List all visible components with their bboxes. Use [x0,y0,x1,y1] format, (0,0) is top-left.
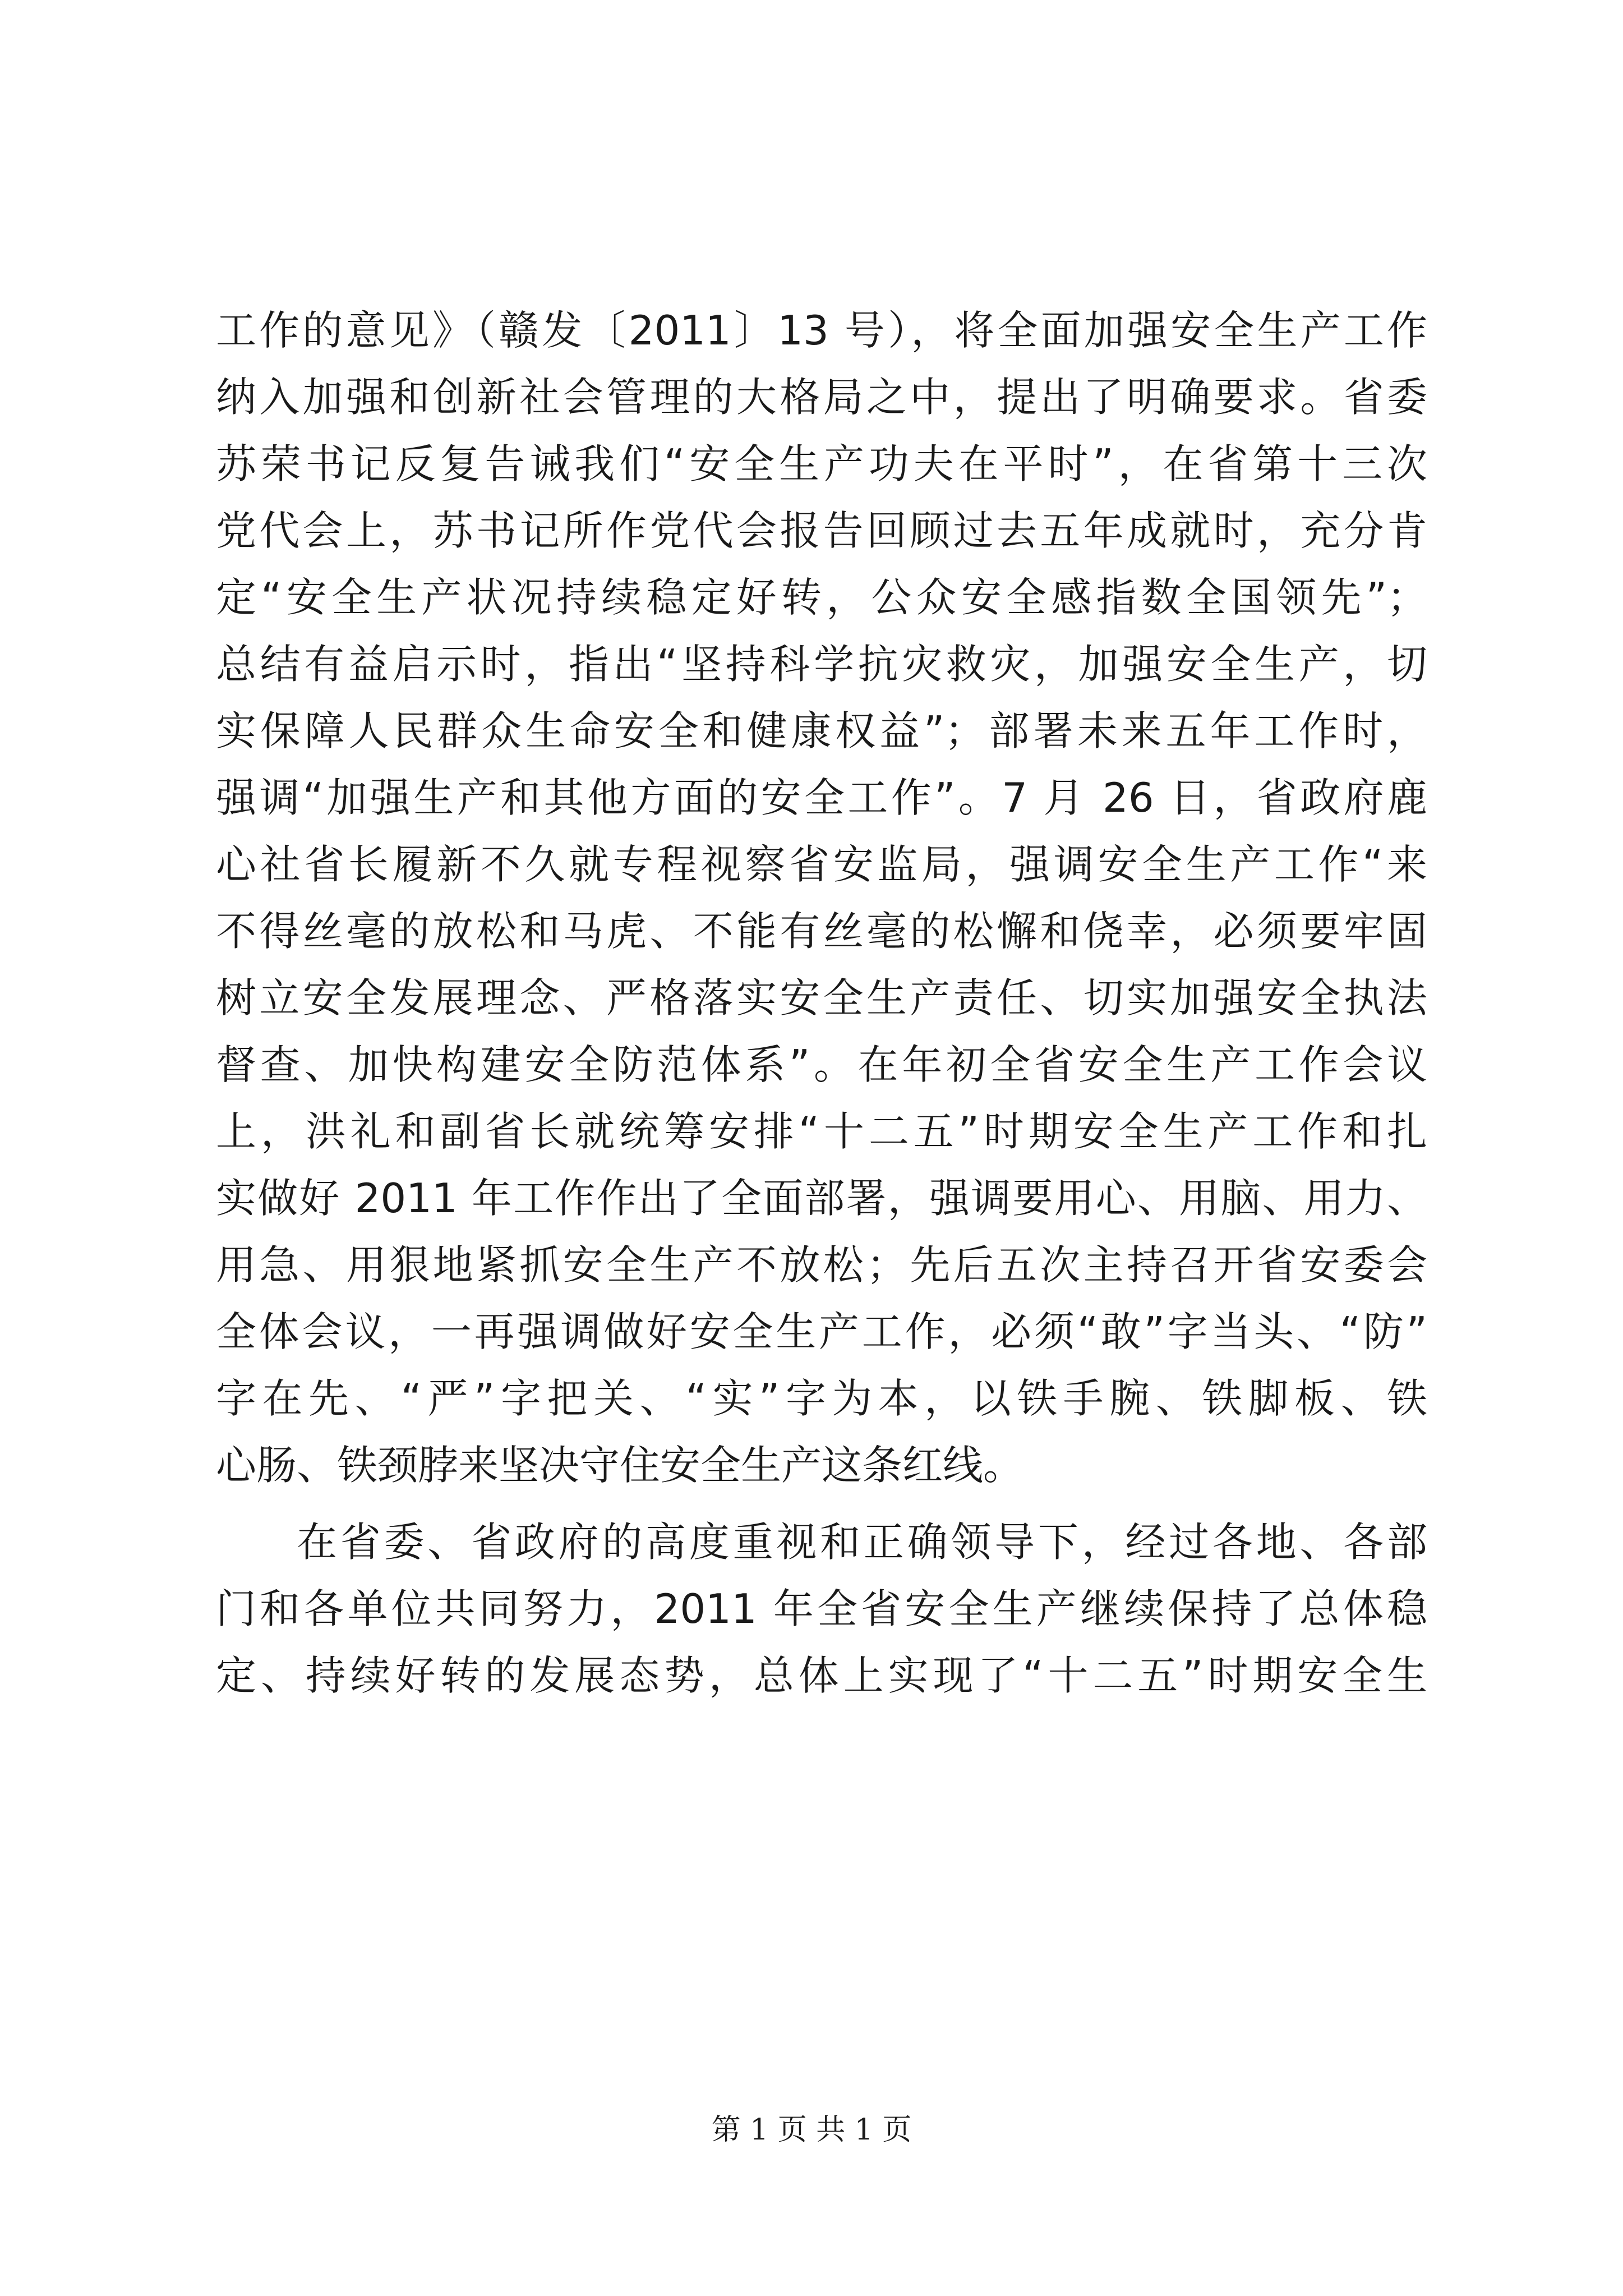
page-footer [0,2110,1623,2150]
paragraph-1 [216,297,1427,1499]
paragraph-2 [216,1509,1427,1709]
text-line: 字在先、“严”字把关、“实”字为本，以铁手腕、铁脚板、铁 [216,1375,1427,1422]
text-line: 工作的意见》（赣发〔2011〕13 号），将全面加强安全生产工作 [216,307,1427,354]
document-body [216,297,1427,1709]
text-line: 上，洪礼和副省长就统筹安排“十二五”时期安全生产工作和扎 [216,1108,1427,1155]
text-line: 全体会议，一再强调做好安全生产工作，必须“敢”字当头、“防” [216,1308,1427,1355]
text-line: 门和各单位共同努力，2011 年全省安全生产继续保持了总体稳 [216,1585,1427,1632]
text-line: 党代会上，苏书记所作党代会报告回顾过去五年成就时，充分肯 [216,507,1427,554]
page-number-label: 第 1 页 共 1 页 [711,2113,912,2147]
text-line: 督查、加快构建安全防范体系”。在年初全省安全生产工作会议 [216,1041,1427,1088]
text-line: 不得丝毫的放松和马虎、不能有丝毫的松懈和侥幸，必须要牢固 [216,908,1427,955]
text-line: 强调“加强生产和其他方面的安全工作”。7 月 26 日，省政府鹿 [216,774,1427,821]
text-line: 实保障人民群众生命安全和健康权益”；部署未来五年工作时， [216,707,1427,754]
text-line: 树立安全发展理念、严格落实安全生产责任、切实加强安全执法 [216,974,1427,1022]
text-line: 定、持续好转的发展态势，总体上实现了“十二五”时期安全生 [216,1652,1427,1699]
text-line: 心社省长履新不久就专程视察省安监局，强调安全生产工作“来 [216,841,1427,888]
text-line: 定“安全生产状况持续稳定好转，公众安全感指数全国领先”； [216,574,1427,621]
text-line: 实做好 2011 年工作作出了全面部署，强调要用心、用脑、用力、 [216,1175,1427,1222]
text-line: 心肠、铁颈脖来坚决守住安全生产这条红线。 [216,1442,1024,1489]
text-line: 总结有益启示时，指出“坚持科学抗灾救灾，加强安全生产，切 [216,641,1427,688]
text-line: 在省委、省政府的高度重视和正确领导下，经过各地、各部 [297,1519,1427,1566]
text-line: 用急、用狠地紧抓安全生产不放松；先后五次主持召开省安委会 [216,1241,1427,1289]
text-line: 纳入加强和创新社会管理的大格局之中，提出了明确要求。省委 [216,374,1427,421]
text-line: 苏荣书记反复告诫我们“安全生产功夫在平时”，在省第十三次 [216,440,1427,487]
paragraph-spacer [216,1499,1427,1509]
